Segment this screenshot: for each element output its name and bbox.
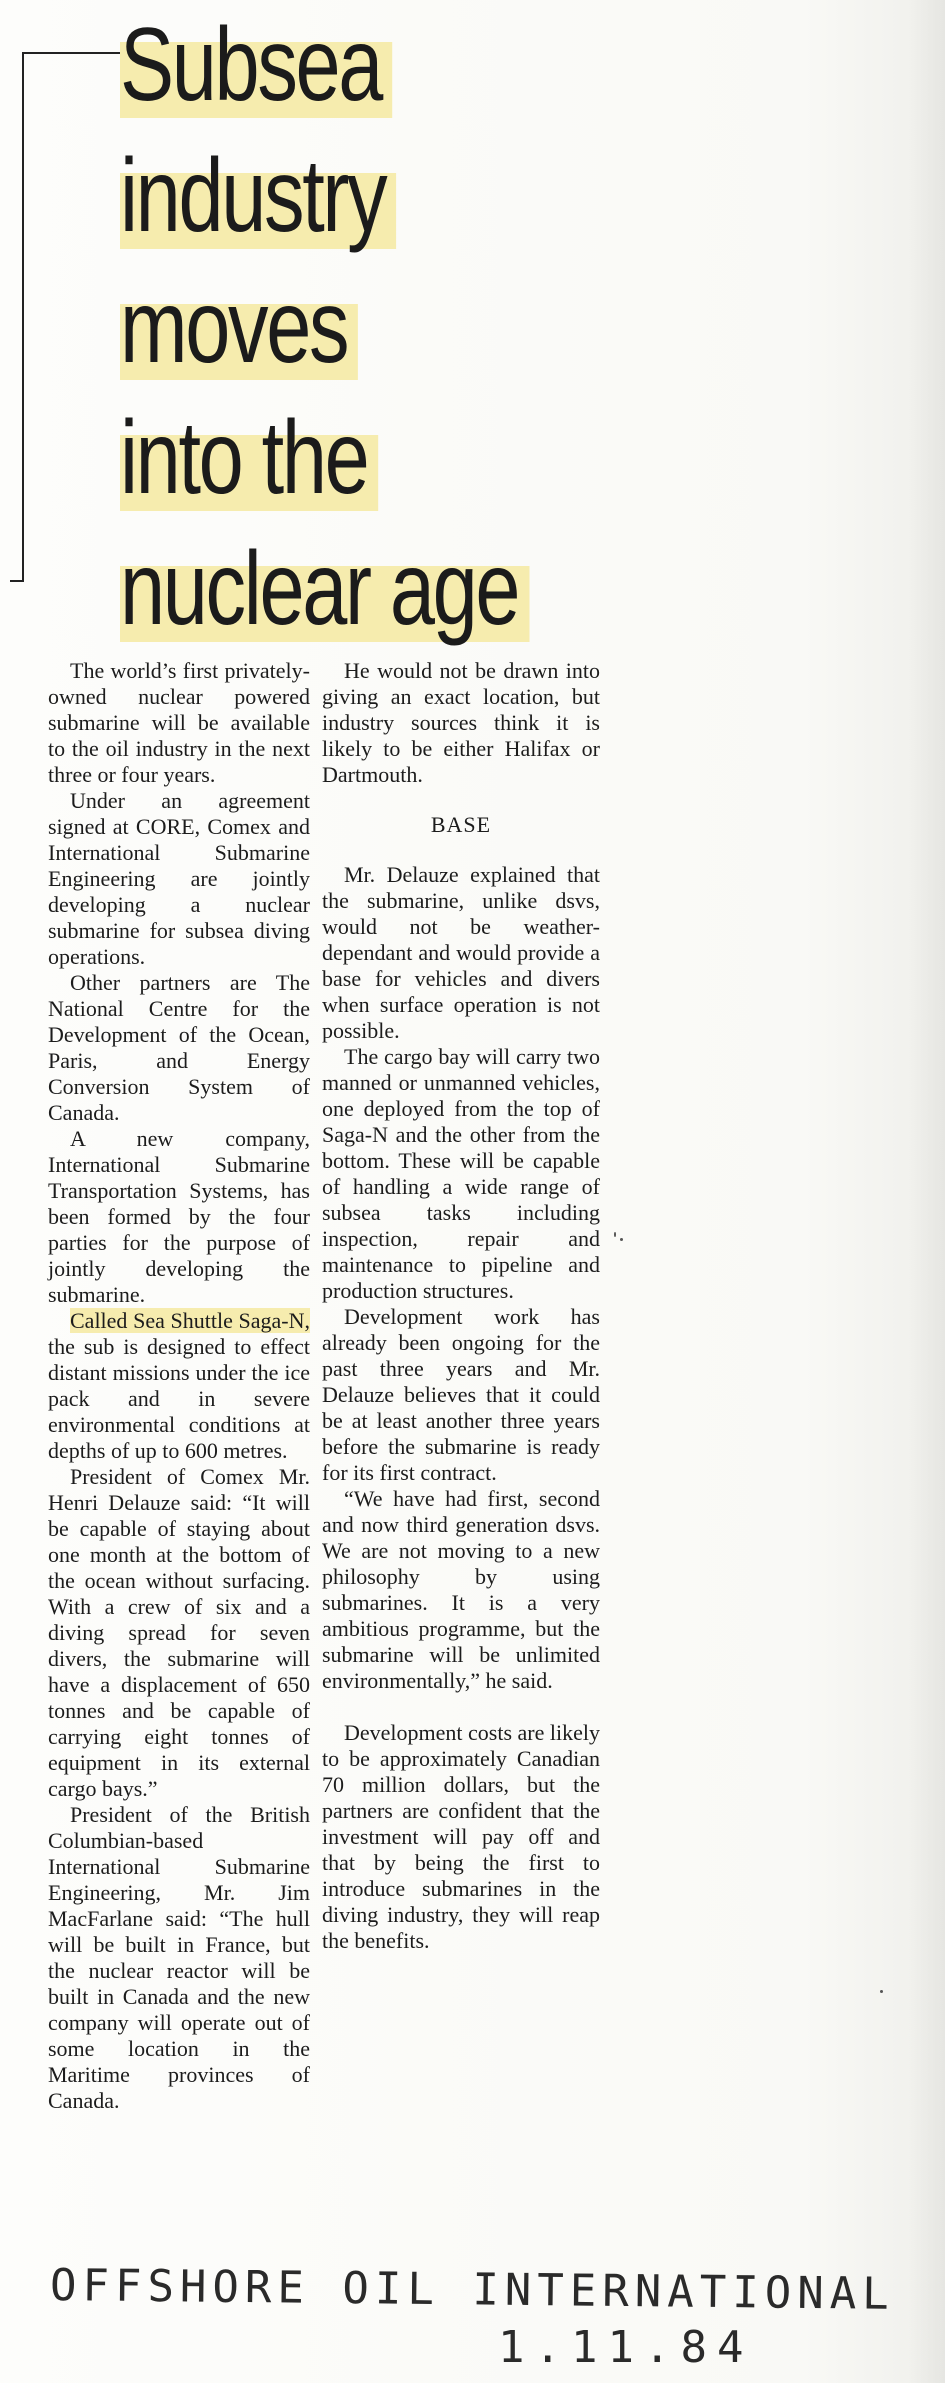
paragraph-highlighted [48, 1308, 310, 1464]
paragraph: The world’s first privately-owned nuclear powered submarine will be available to the oil industry in the next three or four years. [48, 658, 310, 787]
subheading: BASE [430, 812, 492, 837]
paragraph: Development work has already been ongoing for the past three years and Mr. Delauze believes that it could be at least another three years before the submarine is ready for its first contract. [322, 1304, 600, 1485]
headline-rule-left [22, 52, 24, 580]
paper-speck [880, 1990, 883, 1993]
headline-line: into the [120, 393, 378, 524]
paragraph: President of Comex Mr. Henri Delauze said: “It will be capable of staying about one month at the bottom of the ocean without surfacing. With a crew of six and a diving spread for seven divers, the submarine will have a displacement of 650 tonnes and be capable of carrying eight tonnes of equipment in its external cargo bays.” [48, 1464, 310, 1801]
paper-speck [614, 1232, 616, 1237]
paragraph: Mr. Delauze explained that the submarine, unlike dsvs, would not be weather-dependant and would provide a base for vehicles and divers when surface operation is not possible. [322, 862, 600, 1043]
paragraph-text: the sub is designed to effect distant missions under the ice pack and in severe environmental conditions at depths of up to 600 metres. [48, 1334, 310, 1463]
paragraph: The cargo bay will carry two manned or unmanned vehicles, one deployed from the top of Saga-N and the other from the bottom. These will be capable of handling a wide range of subsea tasks including inspection, repair and maintenance to pipeline and production structures. [322, 1044, 600, 1303]
paper-speck [620, 1238, 623, 1241]
paragraph: Other partners are The National Centre for the Development of the Ocean, Paris, and Energy Conversion System of Canada. [48, 970, 310, 1125]
paper-shadow-edge [909, 0, 945, 2383]
highlighted-text: Called Sea Shuttle Saga-N, [70, 1308, 310, 1333]
handwritten-publication: OFFSHORE OIL INTERNATIONAL [49, 2260, 895, 2320]
article-column-left [48, 658, 310, 2114]
paragraph: President of the British Columbian-based International Submarine Engineering, Mr. Jim MacFarlane said: “The hull will be built in France, but the nuclear reactor will be built in Canada and the new company will operate out of some location in the Maritime provinces of Canada. [48, 1802, 310, 2113]
headline-line: industry [120, 131, 396, 262]
paragraph: “We have had first, second and now third generation dsvs. We are not moving to a new philosophy by using submarines. It is a very ambitious programme, but the submarine will be unlimited environmentally,” he said. [322, 1486, 600, 1693]
paragraph: Under an agreement signed at CORE, Comex and International Submarine Engineering are jointly developing a nuclear submarine for subsea diving operations. [48, 788, 310, 969]
headline-line: Subsea [120, 0, 392, 131]
paragraph: He would not be drawn into giving an exact location, but industry sources think it is likely to be either Halifax or Dartmouth. [322, 658, 600, 787]
headline [120, 0, 557, 655]
paragraph: Development costs are likely to be approximately Canadian 70 million dollars, but the partners are confident that the investment will pay off and that by being the first to introduce submarines in the diving industry, they will reap the benefits. [322, 1720, 600, 1953]
article-column-right [322, 658, 600, 1954]
paragraph: A new company, International Submarine Transportation Systems, has been formed by the four parties for the purpose of jointly developing the submarine. [48, 1126, 310, 1307]
headline-rule-tick [10, 580, 24, 582]
handwritten-date: 1.11.84 [498, 2322, 754, 2373]
headline-line: moves [120, 262, 358, 393]
headline-line: nuclear age [120, 524, 529, 655]
headline-rule-top [22, 52, 132, 54]
